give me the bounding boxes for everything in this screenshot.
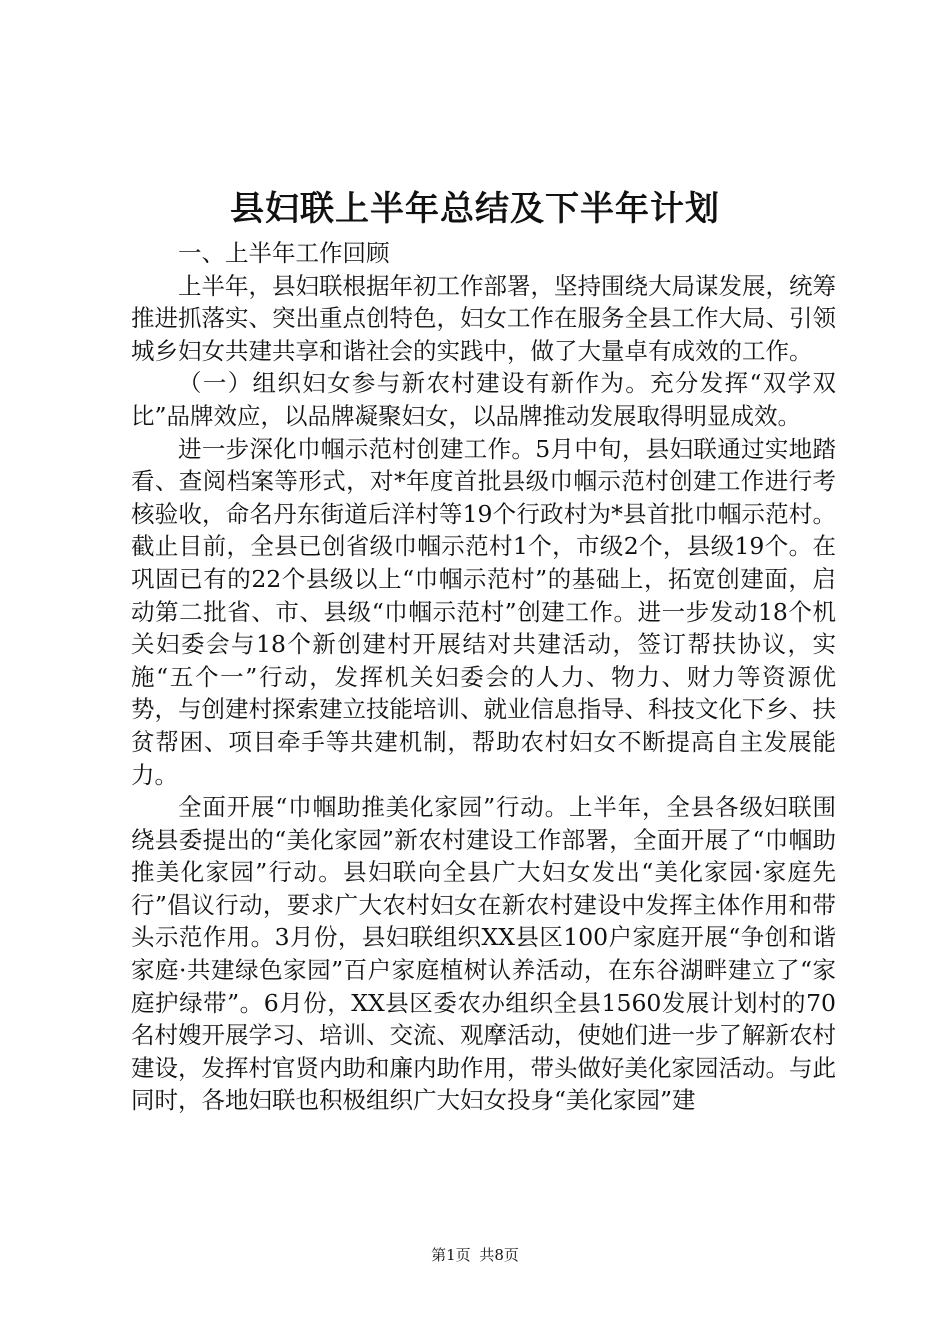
page-footer xyxy=(0,1245,950,1265)
section-heading: 一、上半年工作回顾 xyxy=(178,239,390,267)
document-body xyxy=(131,237,836,1117)
page-total: 共8页 xyxy=(479,1246,519,1264)
document-title: 县妇联上半年总结及下半年计划 xyxy=(230,189,720,229)
paragraph: 上半年，县妇联根据年初工作部署，坚持围绕大局谋发展，统筹推进抓落实、突出重点创特色，妇女工作在服务全县工作大局、引领城乡妇女共建共享和谐社会的实践中，做了大量卓有成效的工作。 xyxy=(131,271,836,365)
page-number: 第1页 xyxy=(431,1246,471,1264)
paragraph: （一）组织妇女参与新农村建设有新作为。充分发挥“双学双比”品牌效应，以品牌凝聚妇女，以品牌推动发展取得明显成效。 xyxy=(131,369,836,430)
paragraph: 全面开展“巾帼助推美化家园”行动。上半年，全县各级妇联围绕县委提出的“美化家园”新农村建设工作部署，全面开展了“巾帼助推美化家园”行动。县妇联向全县广大妇女发出“美化家园·家庭先行”倡议行动，要求广大农村妇女在新农村建设中发挥主体作用和带头示范作用。3月份，县妇联组织XX县区100户家庭开展“争创和谐家庭·共建绿色家园”百户家庭植树认养活动，在东谷湖畔建立了“家庭护绿带”。6月份，XX县区委农办组织全县1560发展计划村的70名村嫂开展学习、培训、交流、观摩活动，使她们进一步了解新农村建设，发挥村官贤内助和廉内助作用，带头做好美化家园活动。与此同时，各地妇联也积极组织广大妇女投身“美化家园”建 xyxy=(131,793,836,1115)
paragraph: 进一步深化巾帼示范村创建工作。5月中旬，县妇联通过实地踏看、查阅档案等形式，对*年度首批县级巾帼示范村创建工作进行考核验收，命名丹东街道后洋村等19个行政村为*县首批巾帼示范村。截止目前，全县已创省级巾帼示范村1个，市级2个，县级19个。在巩固已有的22个县级以上“巾帼示范村”的基础上，拓宽创建面，启动第二批省、市、县级“巾帼示范村”创建工作。进一步发动18个机关妇委会与18个新创建村开展结对共建活动，签订帮扶协议，实施“五个一”行动，发挥机关妇委会的人力、物力、财力等资源优势，与创建村探索建立技能培训、就业信息指导、科技文化下乡、扶贫帮困、项目牵手等共建机制，帮助农村妇女不断提高自主发展能力。 xyxy=(131,434,836,789)
